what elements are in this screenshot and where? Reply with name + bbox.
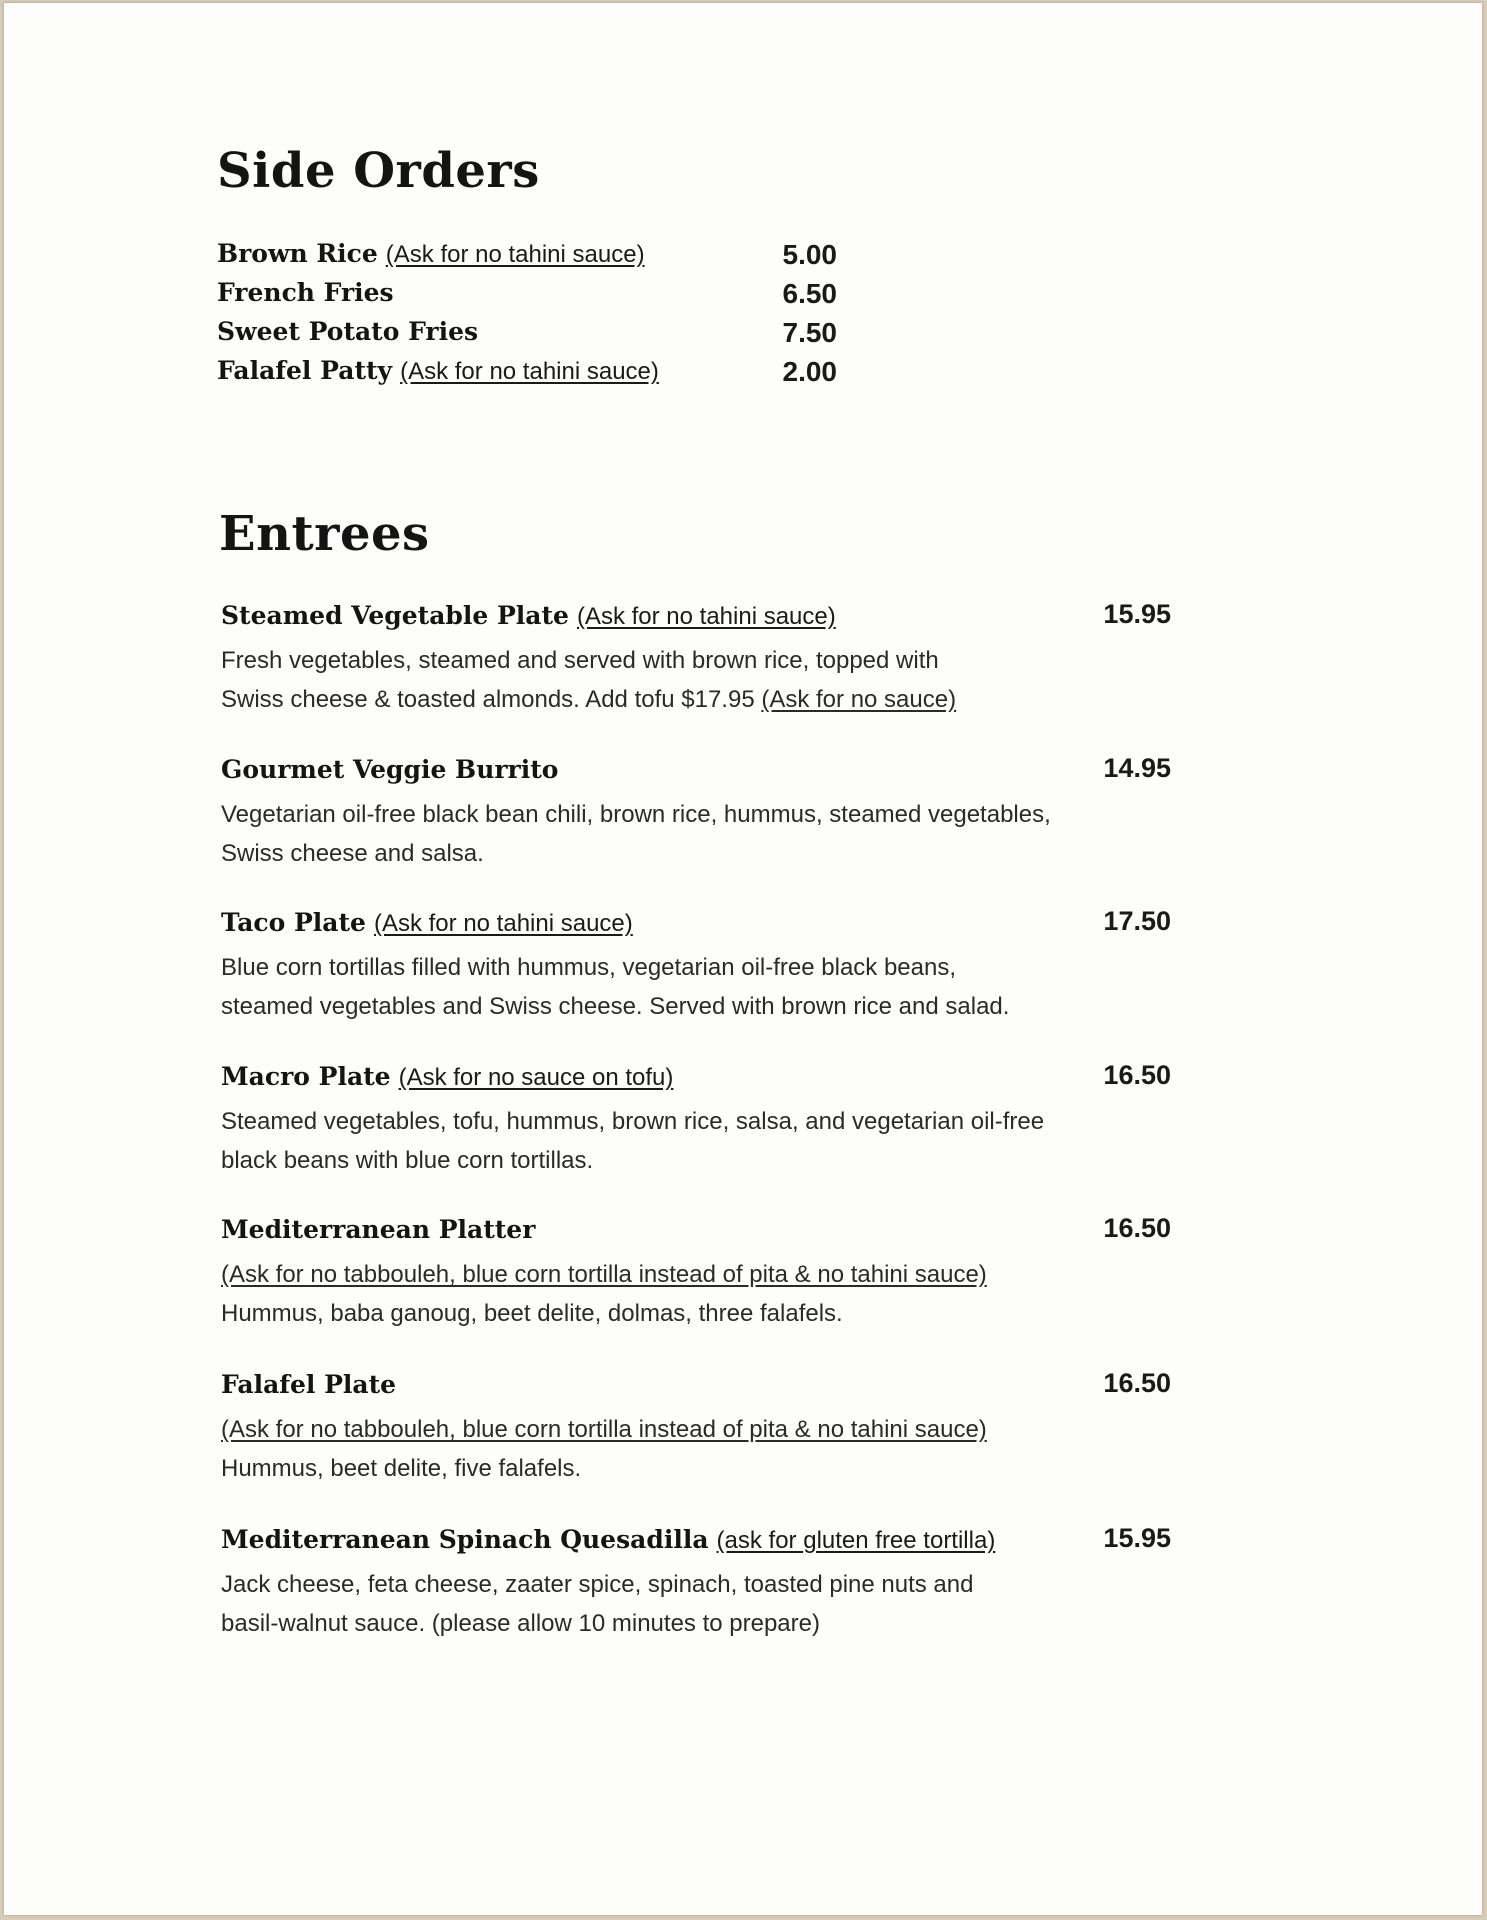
entree-name: Mediterranean Spinach Quesadilla [221, 1525, 709, 1554]
entree-price: 16.50 [1103, 1368, 1171, 1398]
entree-description-line [221, 1565, 1171, 1604]
entree-item [221, 1062, 1171, 1180]
entree-note: (Ask for no tahini sauce) [576, 603, 836, 630]
entree-item [221, 1370, 1171, 1488]
entree-header [221, 1215, 1171, 1255]
entree-description-line [221, 834, 1171, 873]
side-orders-title: Side Orders [217, 143, 540, 199]
line-text: Swiss cheese and salsa. [221, 840, 484, 867]
side-item [217, 278, 837, 316]
entree-description-line [221, 1604, 1171, 1643]
entree-price: 14.95 [1103, 753, 1171, 783]
line-text: Vegetarian oil-free black bean chili, brown rice, hummus, steamed vegetables, [221, 801, 1051, 828]
entree-price: 15.95 [1103, 599, 1171, 629]
side-item-name: French Fries [217, 278, 394, 307]
entree-name: Steamed Vegetable Plate [221, 601, 569, 630]
entree-price: 16.50 [1103, 1060, 1171, 1090]
entree-header [221, 908, 1171, 948]
entree-note: (Ask for no tahini sauce) [373, 910, 633, 937]
entree-description-line [221, 1255, 1171, 1294]
entree-description-line [221, 1449, 1171, 1488]
entree-description-line [221, 1102, 1171, 1141]
entree-description-line [221, 1410, 1171, 1449]
side-item [217, 239, 837, 277]
entree-item [221, 755, 1171, 873]
entree-header [221, 1525, 1171, 1565]
entree-item [221, 601, 1171, 719]
line-text: basil-walnut sauce. (please allow 10 minutes to prepare) [221, 1610, 820, 1637]
entree-name: Taco Plate [221, 908, 366, 937]
line-text: Blue corn tortillas filled with hummus, vegetarian oil-free black beans, [221, 954, 957, 981]
line-text: Hummus, beet delite, five falafels. [221, 1455, 582, 1482]
entree-header [221, 601, 1171, 641]
entree-description-line [221, 948, 1171, 987]
side-item [217, 356, 837, 394]
side-item-name: Sweet Potato Fries [217, 317, 479, 346]
side-item [217, 317, 837, 355]
line-text: Jack cheese, feta cheese, zaater spice, spinach, toasted pine nuts and [221, 1571, 974, 1598]
line-text: Swiss cheese & toasted almonds. Add tofu $17.95 [221, 686, 762, 713]
entrees-title: Entrees [219, 506, 430, 562]
line-text: Hummus, baba ganoug, beet delite, dolmas, three falafels. [221, 1300, 843, 1327]
entree-item [221, 908, 1171, 1026]
side-item-price: 6.50 [782, 278, 837, 309]
line-text: steamed vegetables and Swiss cheese. Served with brown rice and salad. [221, 993, 1010, 1020]
entree-price: 17.50 [1103, 906, 1171, 936]
entree-name: Macro Plate [221, 1062, 391, 1091]
entree-description-line [221, 1294, 1171, 1333]
entree-item [221, 1525, 1171, 1643]
side-item-price: 7.50 [782, 317, 837, 348]
entree-header [221, 1062, 1171, 1102]
entree-description-line [221, 1141, 1171, 1180]
entree-name: Gourmet Veggie Burrito [221, 755, 559, 784]
entree-header [221, 1370, 1171, 1410]
line-note: (Ask for no tabbouleh, blue corn tortilla instead of pita & no tahini sauce) [221, 1416, 987, 1443]
side-item-note: (Ask for no tahini sauce) [400, 358, 659, 385]
entree-note: (ask for gluten free tortilla) [716, 1527, 996, 1554]
line-note: (Ask for no sauce) [761, 686, 957, 713]
entree-description-line [221, 987, 1171, 1026]
entree-note: (Ask for no sauce on tofu) [398, 1064, 674, 1091]
side-item-price: 2.00 [782, 356, 837, 387]
line-note: (Ask for no tabbouleh, blue corn tortilla instead of pita & no tahini sauce) [221, 1261, 987, 1288]
side-item-price: 5.00 [782, 239, 837, 270]
side-item-note: (Ask for no tahini sauce) [385, 241, 645, 268]
line-text: Fresh vegetables, steamed and served with brown rice, topped with [221, 647, 939, 674]
entree-price: 16.50 [1103, 1213, 1171, 1243]
side-item-name: Falafel Patty [217, 356, 393, 385]
entree-header [221, 755, 1171, 795]
entree-description-line [221, 795, 1171, 834]
entree-name: Falafel Plate [221, 1370, 397, 1399]
side-item-name: Brown Rice [217, 239, 378, 268]
entree-description-line [221, 680, 1171, 719]
entree-name: Mediterranean Platter [221, 1215, 536, 1244]
line-text: black beans with blue corn tortillas. [221, 1147, 594, 1174]
entree-price: 15.95 [1103, 1523, 1171, 1553]
menu-page [4, 3, 1482, 1915]
entree-description-line [221, 641, 1171, 680]
line-text: Steamed vegetables, tofu, hummus, brown rice, salsa, and vegetarian oil-free [221, 1108, 1045, 1135]
entree-item [221, 1215, 1171, 1333]
